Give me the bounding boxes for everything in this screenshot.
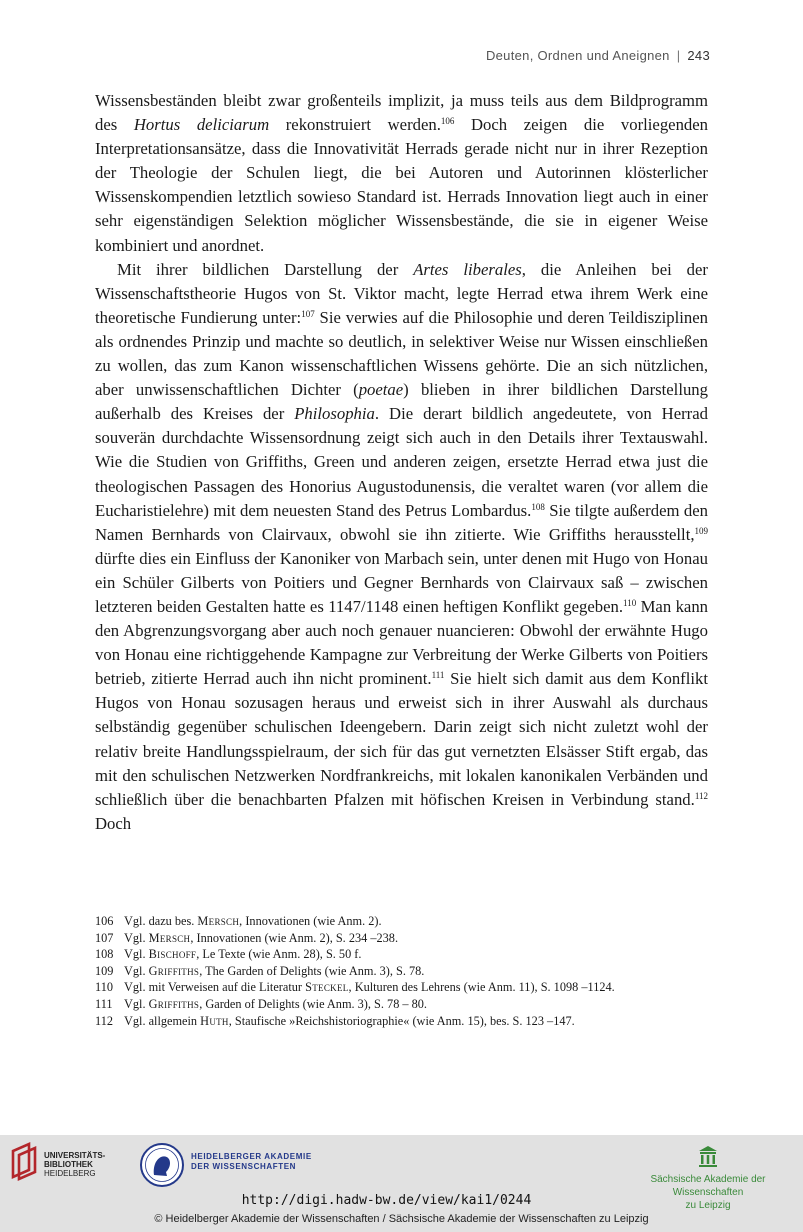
italic-title: Hortus deliciarum [133,115,270,135]
italic-term: poetae [358,380,404,400]
footnote-ref: 108 [531,501,545,512]
university-library-logo-icon[interactable] [9,1141,41,1181]
paragraph-1: Wissensbeständen bleibt zwar großenteils implizit, ja muss teils aus dem Bildprogramm des Hortus deliciarum rekonstruiert werden.$^{106}$ Doch zeigen die vorliegenden Interpretationsansätze, dass die Innovativität Herrads gerade nicht nur in ihrer Rezeption der Theologie der Schulen liegt, die bei Autoren und Autorinnen klösterlicher Wissenskompendien letztlich sowieso Standard ist. Herrads Innovation liegt auch in einer sehr eigenständigen Selektion möglicher Wissensbestände, die sie in eigener Weise kombiniert und anordnet. [95,91,709,255]
academy-seal-icon[interactable] [139,1142,185,1188]
heidelberg-academy-name: HEIDELBERGER AKADEMIE DER WISSENSCHAFTEN [191,1152,312,1171]
university-library-name: UNIVERSITÄTS- BIBLIOTHEK HEIDELBERG [44,1151,106,1178]
footnote-ref: 109 [694,525,708,536]
italic-term: Artes liberales [413,259,522,279]
footnote: 111 Vgl. Griffiths, Garden of Delights (wie Anm. 3), S. 78 – 80. [95,996,428,1011]
footnote: 112 Vgl. allgemein Huth, Staufische »Reichshistoriographie« (wie Anm. 15), bes. S. 123 –147. [95,1013,575,1028]
main-text [95,89,708,836]
footnote-ref: 107 [301,308,315,319]
footnote-ref: 111 [431,670,445,681]
footnote-ref: 110 [623,597,637,608]
footnote: 108 Vgl. Bischoff, Le Texte (wie Anm. 28), S. 50 f. [95,947,362,962]
running-head [486,48,710,63]
running-head-separator: | [676,48,681,63]
page-number: 243 [687,48,710,63]
running-title: Deuten, Ordnen und Aneignen [485,48,670,63]
italic-term: Philosophia [294,404,375,424]
footnote: 109 Vgl. Griffiths, The Garden of Delights (wie Anm. 3), S. 78. [95,963,425,978]
saxon-academy-name: Sächsische Akademie der Wissenschaften zu Leipzig [650,1174,766,1211]
saxon-academy-building-icon[interactable] [697,1144,719,1168]
footnote: 107 Vgl. Mersch, Innovationen (wie Anm. 2), S. 234 –238. [95,930,399,945]
footnote-ref: 112 [694,790,708,801]
footnote-ref: 106 [440,116,455,127]
footnote: 106 Vgl. dazu bes. Mersch, Innovationen (wie Anm. 2). [95,914,382,928]
paragraph-2: Mit ihrer bildlichen Darstellung der Artes liberales, die Anleihen bei der Wissenschaftstheorie Hugos von St. Viktor macht, legte Herrad etwa ihrem Werk eine theoretische Fundierung unter:$^{107}$ Sie verwies auf die Philosophie und deren Teildisziplinen als ordnendes Prinzip und machte so deutlich, in selektiver Weise nur Wissen einschließen zu wollen, das zum Kanon wissenschaftlichen Wissens gehörte. Die an sich nützlichen, aber unwissenschaftlichen Dichter (poetae) blieben in ihrer bildlichen Darstellung außerhalb des Kreises der Philosophia. Die derart bildlich angedeutete, von Herrad souverän durchdachte Wissensordnung zeigt sich auch in den Details ihrer Textauswahl. Wie die Studien von Griffiths, Green und anderen zeigen, ersetzte Herrad etwa just die theologischen Passagen des Honorius Augustodunensis, die veraltet waren (vor allem die Eucharistielehre) mit dem neuesten Stand des Petrus Lombardus.$^{108}$ Sie tilgte außerdem den Namen Bernhards von Clairvaux, obwohl sie ihn zitierte. Wie Griffiths herausstellt,$^{109}$ dürfte dies ein Einfluss der Kanoniker von Marbach sein, unter denen mit Hugo von Honau ein Schüler Gilberts von Poitiers und Gegner Bernhards von Clairvaux saß – zwischen letzteren beiden Gestalten hatte es 1147/1148 einen heftigen Konflikt gegeben.$^{110}$ Man kann den Abgrenzungsvorgang aber auch noch genauer nuancieren: Obwohl der erwähnte Hugo von Honau eine richtiggehende Kampagne zur Verbreitung der Werke Gilberts von Poitiers betrieb, zitierte Herrad auch ihn nicht prominent.$^{111}$ Sie hielt sich damit aus dem Konflikt Hugos von Honau sozusagen heraus und erweist sich in ihrer Auswahl als durchaus selbständig gegenüber schulischen Ideengebern. Darin zeigt sich nicht zuletzt wohl der relativ breite Handlungsspielraum, der sich für das gut vernetzten Elsässer Stift ergab, das mit den schulischen Netzwerken Nordfrankreichs, mit lokalen kanonikalen Verbänden und schließlich über die benachbarten Pfalzen mit höfischen Kreisen in Verbindung stand.$^{112}$ Doch [95,259,709,833]
footnote: 110 Vgl. mit Verweisen auf die Literatur Steckel, Kulturen des Lehrens (wie Anm. 11), S. 1098 –1124. [95,980,615,995]
source-url[interactable]: http://digi.hadw-bw.de/view/kai1/0244 [241,1193,532,1208]
copyright-notice: © Heidelberger Akademie der Wissenschaften / Sächsische Akademie der Wissenschaften zu Leipzig [154,1213,649,1225]
footnotes [95,913,715,1029]
